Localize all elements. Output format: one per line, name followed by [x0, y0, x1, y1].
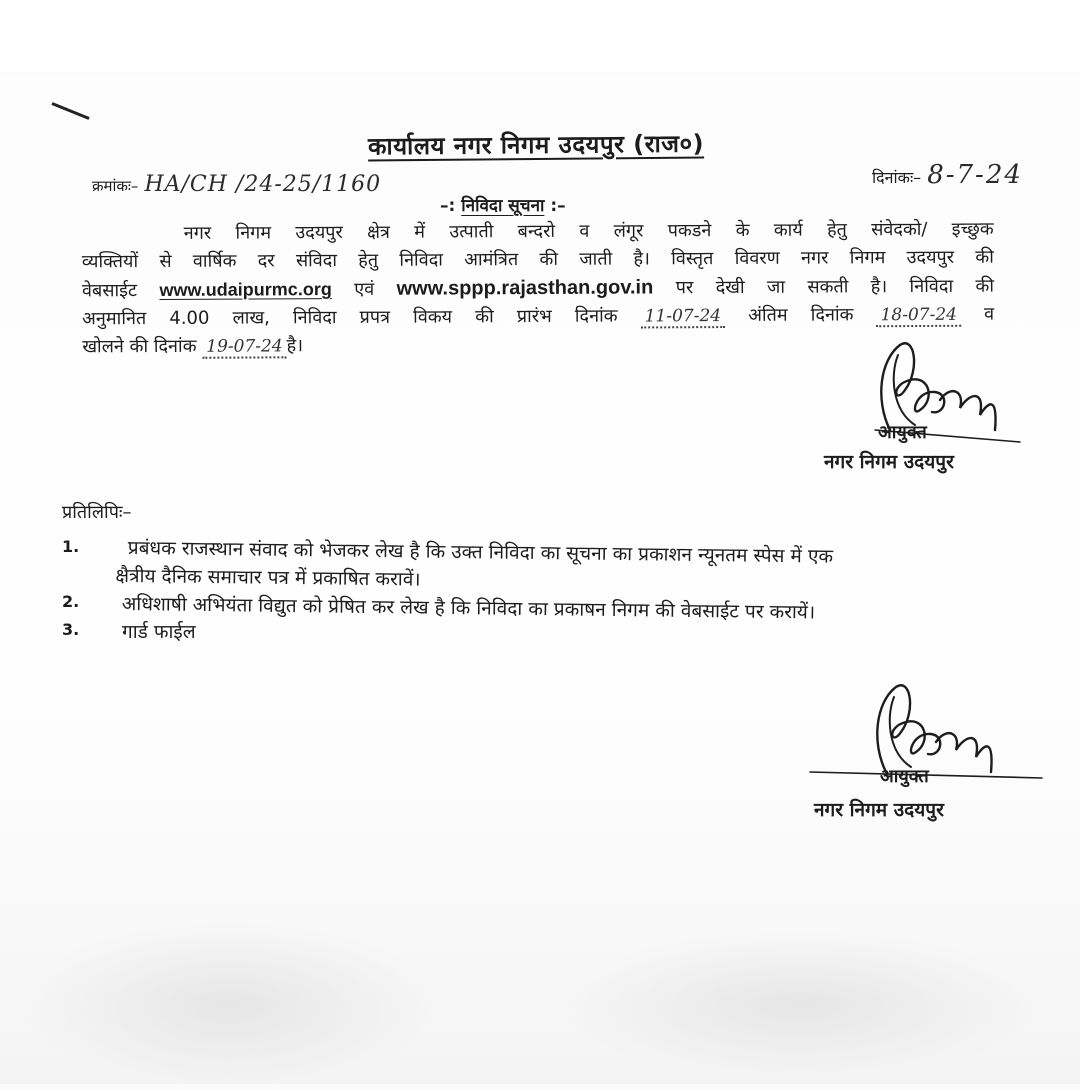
signature-scribble-2 [806, 672, 1056, 792]
copy-item-number: 2. [62, 592, 80, 611]
pen-mark [51, 102, 89, 120]
body-line-5-start: खोलने की दिनांक [82, 335, 197, 358]
last-date-handwritten: 18-07-24 [877, 305, 962, 327]
copy-heading: प्रतिलिपिः– [62, 502, 132, 523]
scan-smudge [560, 930, 1040, 1080]
reference-number [92, 172, 381, 197]
date-handwritten: 8-7-24 [927, 160, 1023, 190]
copy-item-3 [122, 618, 196, 646]
scan-smudge [20, 920, 440, 1090]
signatory-post-2: आयुक्त [880, 766, 929, 787]
body-line-4-end: व [984, 303, 995, 325]
body-line-2: व्यक्तियों से वार्षिक दर संविदा हेतु निविदा आमंत्रित की जाती है। विस्तृत विवरण नगर निगम उदयपुर की [81, 246, 994, 273]
signatory-organization-2: नगर निगम उदयपुर [814, 799, 944, 821]
notice-heading [440, 193, 566, 216]
scan-margin [0, 0, 1080, 72]
start-date-handwritten: 11-07-24 [641, 306, 726, 328]
document-date [872, 160, 1023, 190]
copy-item-2-line-1: अधिशाषी अभियंता विद्युत को प्रेषित कर लेख है कि निविदा का प्रकाषन निगम की वेबसाईट पर करायें। [121, 592, 816, 624]
opening-date-handwritten: 19-07-24 [202, 336, 287, 358]
body-line-4 [82, 301, 994, 334]
body-line-3 [82, 272, 994, 306]
signatory-organization-1: नगर निगम उदयपुर [824, 451, 954, 473]
notice-heading-suffix: :– [550, 196, 566, 216]
body-line-3-start: वेबसाईट [81, 280, 138, 302]
date-label: दिनांकः– [872, 168, 922, 187]
body-line-4-start: अनुमानित 4.00 लाख, निविदा प्रपत्र विकय की प्रारंभ दिनांक [82, 305, 618, 330]
body-line-3-and: एवं [354, 278, 375, 300]
signature-block-2 [806, 672, 1056, 832]
copy-item-1-line-1: प्रबंधक राजस्थान संवाद को भेजकर लेख है कि उक्त निविदा का सूचना का प्रकाशन न्यूनतम स्पेस में एक [127, 536, 834, 568]
notice-heading-prefix: –: [440, 196, 456, 216]
copy-item-1-line-2: क्षैत्रीय दैनिक समाचार पत्र में प्रकाषित करावें। [115, 564, 421, 591]
body-line-4-mid: अंतिम दिनांक [748, 304, 854, 326]
reference-label: क्रमांकः– [92, 177, 139, 195]
website-link-udaipurmc[interactable]: www.udaipurmc.org [159, 279, 332, 300]
signatory-post-1: आयुक्त [878, 422, 927, 443]
website-link-sppp[interactable]: www.sppp.rajasthan.gov.in [396, 276, 654, 300]
signature-block-1 [820, 330, 1030, 480]
body-line-5-end: है। [286, 335, 304, 357]
reference-handwritten: HA/CH /24-25/1160 [144, 172, 382, 197]
body-line-1: नगर निगम उदयपुर क्षेत्र में उत्पाती बन्दरो व लंगूर पकडने के कार्य हेतु संवेदको/ इच्छुक [183, 218, 994, 244]
copy-item-3-line-1: गार्ड फाईल [122, 621, 196, 643]
notice-heading-text: निविदा सूचना [461, 196, 545, 216]
copy-item-number: 1. [62, 537, 80, 556]
copy-item-number: 3. [62, 620, 80, 639]
body-line-3-end: पर देखी जा सकती है। निविदा की [675, 275, 995, 299]
office-title: कार्यालय नगर निगम उदयपुर (राज०) [367, 129, 705, 161]
